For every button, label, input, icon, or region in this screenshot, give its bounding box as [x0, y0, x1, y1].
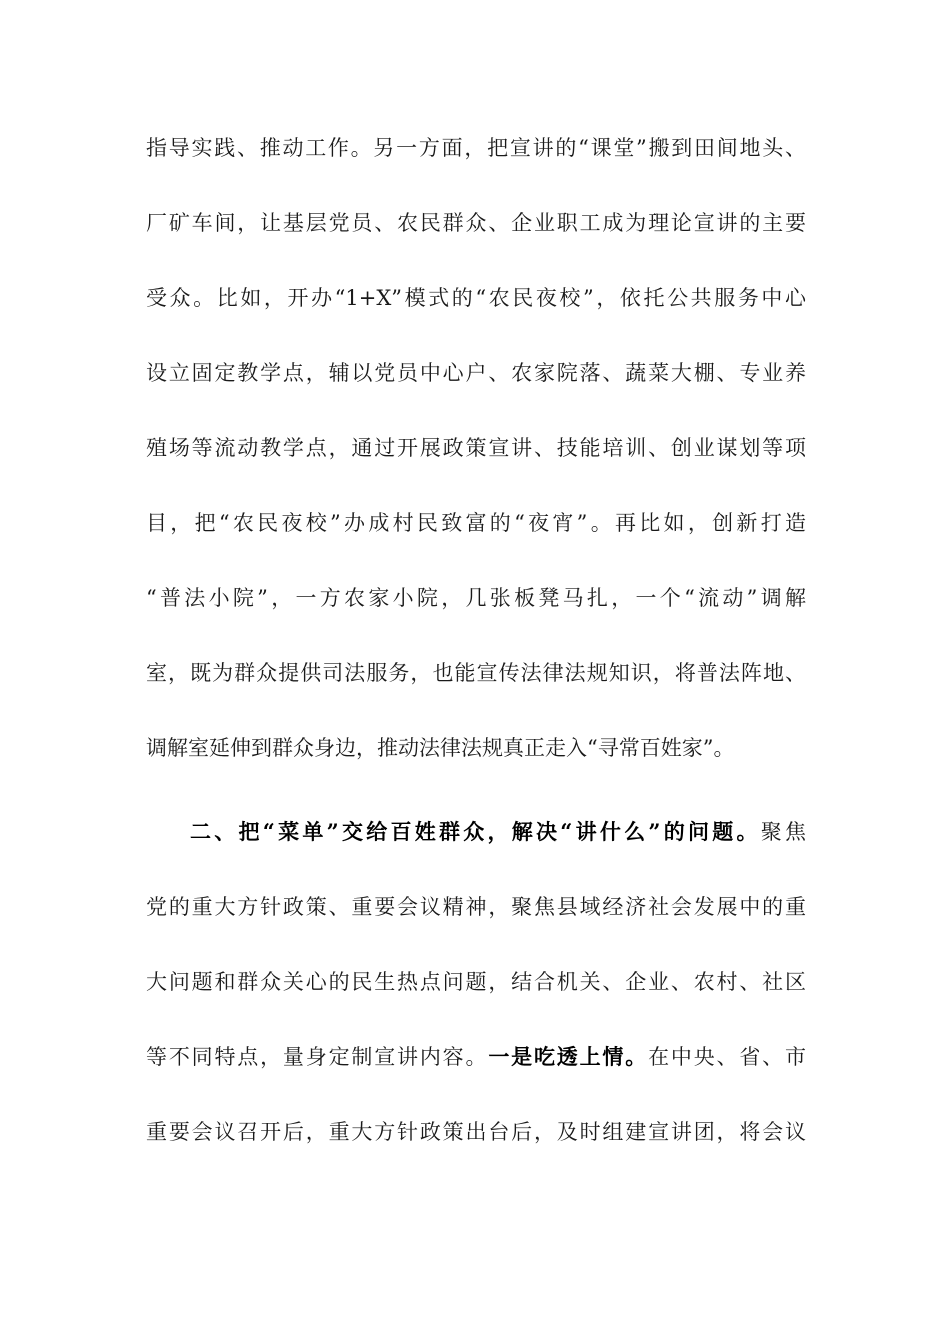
body-text-fragment: 聚焦: [760, 820, 806, 844]
body-text-fragment: 在中央、省、市: [648, 1045, 807, 1069]
body-text-line: 殖场等流动教学点，通过开展政策宣讲、技能培训、创业谋划等项: [146, 436, 806, 460]
section-heading: 二、把“菜单”交给百姓群众，解决“讲什么”的问题。: [190, 819, 761, 844]
body-text-line: 室，既为群众提供司法服务，也能宣传法律法规知识，将普法阵地、: [146, 661, 806, 685]
body-text-line: 党的重大方针政策、重要会议精神，聚焦县域经济社会发展中的重: [146, 895, 806, 919]
body-text-line: 调解室延伸到群众身边，推动法律法规真正走入“寻常百姓家”。: [146, 736, 735, 760]
subheading-inline: 一是吃透上情。: [488, 1044, 649, 1069]
body-text-line: “普法小院”，一方农家小院，几张板凳马扎，一个“流动”调解: [146, 586, 806, 610]
body-text-line: 受众。比如，开办“1+X”模式的“农民夜校”，依托公共服务中心: [146, 286, 806, 310]
body-text-line: 厂矿车间，让基层党员、农民群众、企业职工成为理论宣讲的主要: [146, 211, 806, 235]
body-text-line: 指导实践、推动工作。另一方面，把宣讲的“课堂”搬到田间地头、: [146, 136, 806, 160]
body-text-line: 重要会议召开后，重大方针政策出台后，及时组建宣讲团，将会议: [146, 1120, 806, 1144]
body-text-line: 设立固定教学点，辅以党员中心户、农家院落、蔬菜大棚、专业养: [146, 361, 806, 385]
body-text-line: [146, 1037, 806, 1077]
body-text-line: 大问题和群众关心的民生热点问题，结合机关、企业、农村、社区: [146, 970, 806, 994]
body-text-line: 目，把“农民夜校”办成村民致富的“夜宵”。再比如，创新打造: [146, 511, 806, 535]
body-text-fragment: 等不同特点，量身定制宣讲内容。: [146, 1045, 489, 1069]
section-heading-line: [190, 812, 806, 852]
